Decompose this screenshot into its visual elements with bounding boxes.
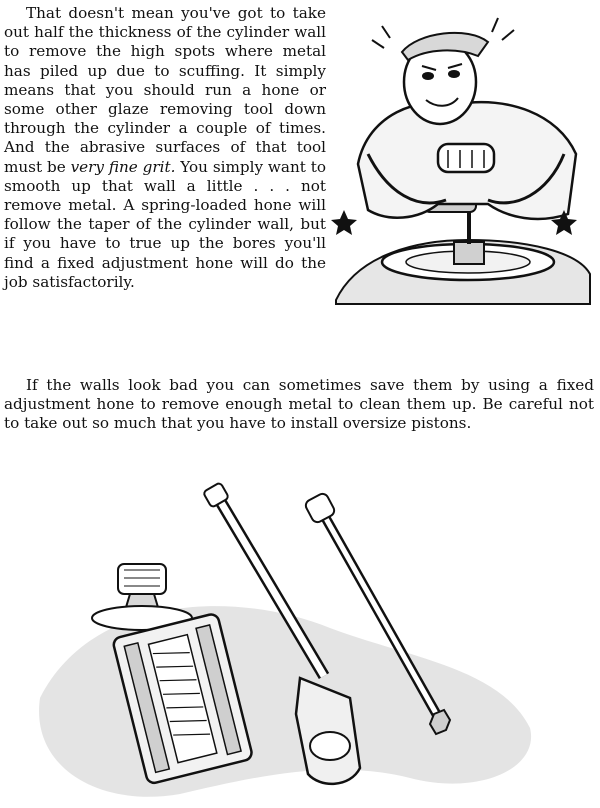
- paragraph-fixed-adjustment-hone: If the walls look bad you can sometimes save them by using a fixed adjustment hone to remove enough metal to clean them up. Be careful not to take out so much that you have to install oversize pistons.: [4, 376, 594, 433]
- paragraph-1-part-2: You simply want to smooth up that wall a little . . . not remove metal. A spring-loaded hone will follow the taper of the cylinder wall, but if you have to true up the bores you'll find a fixed adjustment hone will do the job satisfactorily.: [4, 157, 326, 291]
- honing-tools-illustration: [30, 478, 550, 802]
- paragraph-1-part-1: That doesn't mean you've got to take out half the thickness of the cylinder wall to remove the high spots where metal has piled up due to scuffing. It simply means that you should run a hone or some other glaze removing tool down through the cylinder a couple of times. And the abrasive surfaces of that tool must be: [4, 4, 326, 176]
- paragraph-cylinder-honing: [4, 4, 326, 292]
- emphasis-very-fine-grit: very fine grit.: [70, 157, 176, 176]
- mechanic-honing-illustration: [328, 4, 596, 316]
